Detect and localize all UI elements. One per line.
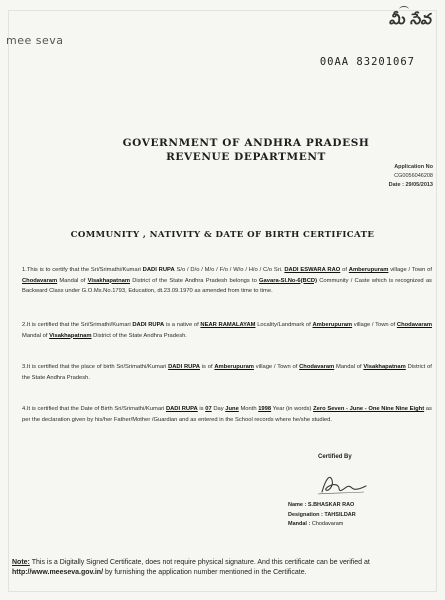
application-date — [323, 181, 433, 190]
officer-designation: TAHSILDAR — [324, 511, 356, 518]
date-label: Date : — [388, 182, 404, 188]
application-number: CG0056046208 — [394, 173, 433, 179]
officer-signature — [312, 472, 372, 498]
officer-mandal: Chodavaram — [311, 521, 344, 527]
birth-year: 1998 — [258, 406, 272, 412]
certified-by-label: Certified By — [318, 454, 352, 460]
date-value: 29/05/2013 — [405, 182, 433, 188]
holder-name: DADI RUPA — [142, 267, 175, 273]
officer-name: S.BHASKAR RAO — [307, 502, 355, 508]
paragraph-date-of-birth: 4.It is certified that the Date of Birth Sri/Srimathi/Kumari DADI RUPA is 07 Day June Month 1998 Year (in words) Zero Seven - June - One Nine Nine Eight as per the declaration given by his/her Father/Mother /Guardian and as entered in the School records where he/she studied. — [22, 406, 432, 423]
birth-day: 07 — [205, 406, 212, 412]
paragraph-birthplace: 3.It is certified that the place of birth Sri/Srimathi/Kumari DADI RUPA is of Amberupuram village / Town of Chodavaram Mandal of Visakhapatnam District of the State Andhra Pradesh. — [22, 364, 432, 381]
locality-value: NEAR RAMALAYAM — [200, 322, 256, 328]
department-name: REVENUE DEPARTMENT — [166, 151, 326, 163]
paragraph-nativity: 2.It is certified that the Sri/Srimathi/Kumari DADI RUPA is a native of NEAR RAMALAYAM Locality/Landmark of Amberupuram village / Town of Chodavaram Mandal of Visakhapatnam District of the State Andhra Pradesh. — [22, 322, 433, 339]
meeseva-logo-left: mee seva — [6, 34, 64, 47]
officer-details — [288, 501, 356, 530]
government-name: GOVERNMENT OF ANDHRA PRADESH — [122, 137, 370, 149]
verification-link[interactable]: http://www.meeseva.gov.in/ — [12, 569, 104, 576]
paragraph-community: 1.This is to certify that the Sri/Srimathi/Kumari DADI RUPA S/o / D/o / M/o / F/o / W/o / H/o / C/o Sri. DADI ESWARA RAO of Amberupuram village / Town of Chodavaram Mandal of Visakhapatnam District of the State Andhra Pradesh belongs to Gavara-Sl.No-6(BCD) Community / Caste which is recognized as Backward Class under G.O.Ms.No.1793, Education, dt.23.09.1970 as amended from time to time. — [22, 267, 433, 295]
officer-designation-row: Designation : TAHSILDAR — [288, 511, 356, 518]
officer-name-row: Name : S.BHASKAR RAO — [288, 502, 355, 508]
birth-date-words: Zero Seven - June - One Nine Nine Eight — [313, 406, 425, 412]
caste-value: Gavara-Sl.No-6(BCD) — [259, 277, 318, 284]
application-info — [323, 163, 433, 190]
birth-month: June — [225, 406, 239, 412]
officer-mandal-row: Mandal : Chodavaram — [288, 521, 344, 527]
meeseva-logo-telugu: మీ సేవ — [389, 10, 431, 32]
note-label: Note: — [12, 559, 30, 566]
verification-note: Note: This is a Digitally Signed Certificate, does not require physical signature. And this certificate can be verified at http://www.meeseva.gov.in/ by furnishing the application number mentioned in the Certificate. — [12, 559, 370, 576]
application-number-label: Application No — [394, 164, 433, 170]
certificate-title: COMMUNITY , NATIVITY & DATE OF BIRTH CERTIFICATE — [70, 230, 375, 240]
father-name: DADI ESWARA RAO — [284, 267, 341, 273]
serial-number: 00AA 83201067 — [319, 56, 415, 68]
issuing-authority — [96, 136, 396, 164]
